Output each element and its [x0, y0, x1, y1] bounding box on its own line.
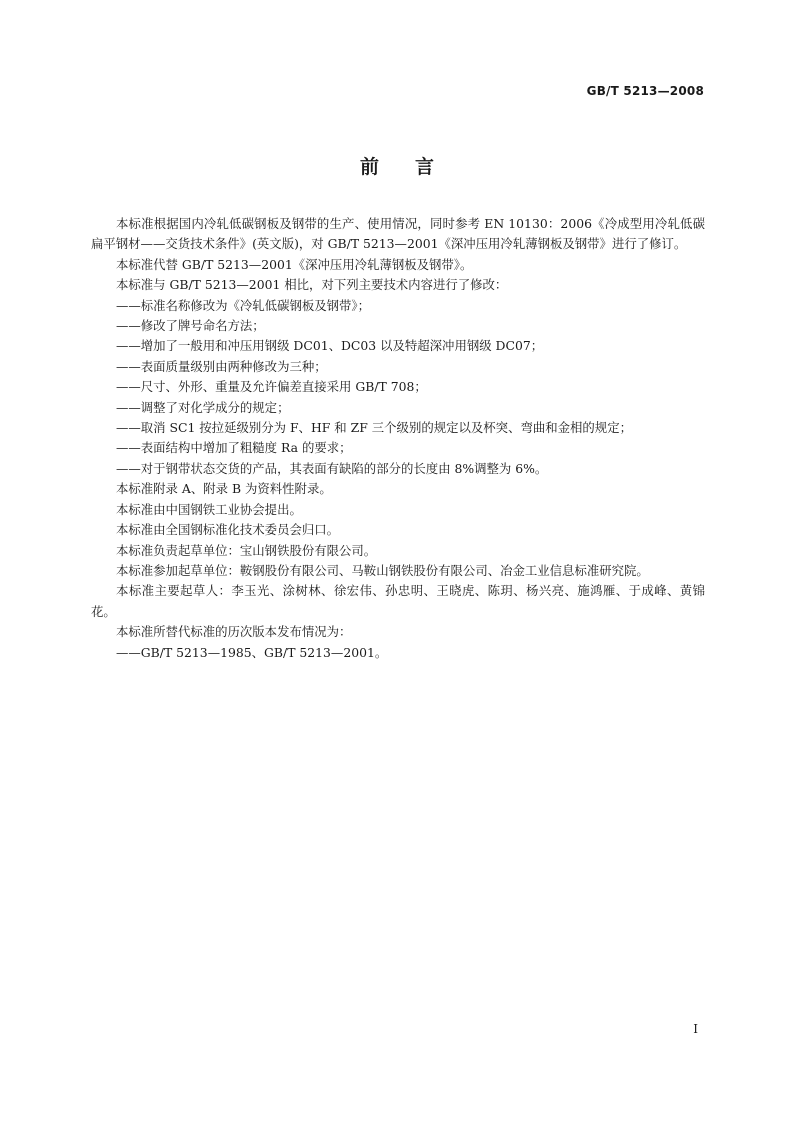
list-item: ——调整了对化学成分的规定； — [116, 399, 290, 415]
paragraph: 本标准由中国钢铁工业协会提出。 — [116, 501, 302, 517]
paragraph: 本标准所替代标准的历次版本发布情况为： — [116, 624, 352, 640]
list-item: ——增加了一般用和冲压用钢级 DC01、DC03 以及特超深冲用钢级 DC07； — [116, 338, 544, 354]
paragraph: 本标准根据国内冷轧低碳钢板及钢带的生产、使用情况，同时参考 EN 10130：2006《冷成型用冷轧低碳扁平钢材——交货技术条件》(英文版)，对 GB/T 5213—2001《深冲压用冷轧薄钢板及钢带》进行了修订。 — [91, 216, 705, 252]
document-body — [91, 214, 705, 663]
paragraph: 本标准附录 A、附录 B 为资料性附录。 — [116, 481, 332, 497]
standard-number: GB/T 5213—2008 — [586, 84, 704, 98]
paragraph: 本标准主要起草人：李玉光、涂树林、徐宏伟、孙忠明、王晓虎、陈玥、杨兴亮、施鸿雁、于成峰、黄锦花。 — [91, 583, 705, 619]
page-number: I — [693, 1022, 698, 1036]
list-item: ——尺寸、外形、重量及允许偏差直接采用 GB/T 708； — [116, 379, 427, 395]
page-title: 前言 — [359, 156, 470, 178]
list-item: ——表面结构中增加了粗糙度 Ra 的要求； — [116, 440, 352, 456]
paragraph: 本标准与 GB/T 5213—2001 相比，对下列主要技术内容进行了修改： — [116, 277, 508, 293]
list-item: ——修改了牌号命名方法； — [116, 318, 265, 334]
list-item: ——GB/T 5213—1985、GB/T 5213—2001。 — [116, 644, 388, 660]
paragraph: 本标准由全国钢标准化技术委员会归口。 — [116, 522, 340, 538]
list-item: ——对于钢带状态交货的产品，其表面有缺陷的部分的长度由 8%调整为 6%。 — [116, 460, 548, 476]
list-item: ——表面质量级别由两种修改为三种； — [116, 358, 327, 374]
paragraph: 本标准代替 GB/T 5213—2001《深冲压用冷轧薄钢板及钢带》。 — [116, 256, 473, 272]
paragraph: 本标准参加起草单位：鞍钢股份有限公司、马鞍山钢铁股份有限公司、冶金工业信息标准研究院。 — [116, 562, 649, 578]
paragraph: 本标准负责起草单位：宝山钢铁股份有限公司。 — [116, 542, 377, 558]
list-item: ——取消 SC1 按拉延级别分为 F、HF 和 ZF 三个级别的规定以及杯突、弯曲和金相的规定； — [116, 420, 632, 436]
list-item: ——标准名称修改为《冷轧低碳钢板及钢带》； — [116, 297, 371, 313]
